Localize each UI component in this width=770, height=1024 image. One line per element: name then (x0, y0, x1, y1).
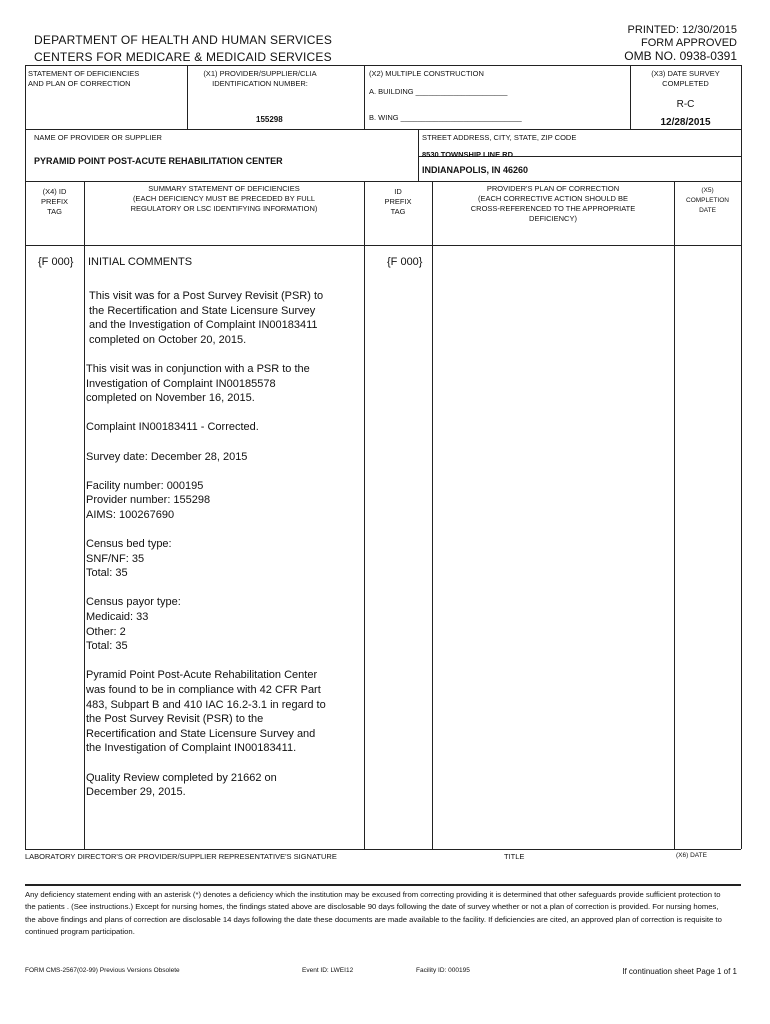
rule (25, 129, 741, 130)
rule (741, 65, 742, 849)
survey-code: R-C (676, 99, 695, 110)
address-city: INDIANAPOLIS, IN 46260 (422, 165, 529, 175)
tag-left: {F 000} (38, 256, 74, 268)
building-label: A. BUILDING ______________________ (369, 87, 508, 96)
address-label: STREET ADDRESS, CITY, STATE, ZIP CODE (422, 133, 577, 142)
x5-header: (X5) COMPLETION DATE (686, 187, 729, 214)
paragraph: Pyramid Point Post-Acute Rehabilitation Center was found to be in compliance with 42 CFR Part 483, Subpart B and 410 IAC 16.2-3.1 in regard to the Post Survey Revisit (PSR) to the Recertification and State Licensure Survey and the Investigation of Complaint IN00183411. (86, 669, 326, 755)
rule (25, 65, 741, 66)
provider-name: PYRAMID POINT POST-ACUTE REHABILITATION CENTER (34, 156, 283, 166)
paragraph: Census bed type: SNF/NF: 35 Total: 35 (86, 538, 172, 580)
paragraph: Quality Review completed by 21662 on December 29, 2015. (86, 771, 277, 799)
tag-right: {F 000} (387, 256, 423, 268)
omb-number: OMB NO. 0938-0391 (624, 49, 737, 63)
paragraph: Survey date: December 28, 2015 (86, 450, 248, 463)
paragraph: Complaint IN00183411 - Corrected. (86, 421, 259, 434)
rule (364, 181, 365, 849)
rule (418, 129, 419, 181)
paragraph: This visit was in conjunction with a PSR to the Investigation of Complaint IN00185578 completed on November 16, 2015. (86, 362, 310, 405)
rule (25, 849, 741, 850)
rule (432, 181, 433, 849)
x3-label: (X3) DATE SURVEY COMPLETED (651, 69, 720, 88)
paragraph: This visit was for a Post Survey Revisit (PSR) to the Recertification and State Licensure Survey and the Investigation of Complaint IN00183411 completed on October 20, 2015. (89, 290, 324, 346)
event-id: Event ID: LWEI12 (302, 967, 354, 974)
paragraph: Facility number: 000195 Provider number: 155298 AIMS: 100267690 (86, 479, 211, 521)
entry-title: INITIAL COMMENTS (88, 256, 193, 268)
statement-label: STATEMENT OF DEFICIENCIES AND PLAN OF CORRECTION (28, 69, 140, 88)
plan-header: PROVIDER'S PLAN OF CORRECTION (EACH CORRECTIVE ACTION SHOULD BE CROSS-REFERENCED TO THE APPROPRIATE DEFICIENCY) (470, 184, 636, 223)
survey-date: 12/28/2015 (660, 117, 711, 128)
page-indicator: If continuation sheet Page 1 of 1 (622, 967, 737, 976)
rule (674, 181, 675, 849)
rule (25, 884, 741, 886)
rule (187, 65, 188, 129)
agency-title: CENTERS FOR MEDICARE & MEDICAID SERVICES (34, 50, 332, 64)
address-street: 8530 TOWNSHIP LINE RD (422, 150, 513, 159)
x4-id-header: (X4) ID PREFIX TAG (40, 187, 69, 216)
entry-body (86, 289, 361, 814)
form-number: FORM CMS-2567(02-99) Previous Versions Obsolete (25, 967, 180, 974)
provider-name-label: NAME OF PROVIDER OR SUPPLIER (34, 133, 162, 142)
printed-date: PRINTED: 12/30/2015 (627, 24, 737, 36)
form-approved: FORM APPROVED (641, 37, 737, 49)
x2-label: (X2) MULTIPLE CONSTRUCTION (369, 69, 484, 78)
department-title: DEPARTMENT OF HEALTH AND HUMAN SERVICES (34, 33, 333, 47)
disclaimer-text: Any deficiency statement ending with an asterisk (*) denotes a deficiency which the institution may be excused from correcting providing it is determined that other safeguards provide sufficient protection to the patients . (See instructions.) Except for nursing homes, the findings stated above are disclosable 90 days following the date of survey whether or not a plan of correction is provided. For nursing homes, the above findings and plans of correction are disclosable 14 days following the date these documents are made available to the facility. If deficiencies are cited, an approved plan of correction is requisite to continued program participation. (25, 890, 722, 936)
x1-label: (X1) PROVIDER/SUPPLIER/CLIA IDENTIFICATION NUMBER: (203, 69, 317, 88)
director-signature-label: LABORATORY DIRECTOR'S OR PROVIDER/SUPPLIER REPRESENTATIVE'S SIGNATURE (25, 852, 337, 861)
rule (25, 245, 741, 246)
provider-id-value: 155298 (256, 115, 283, 124)
wing-label: B. WING _____________________________ (369, 113, 522, 122)
paragraph: Census payor type: Medicaid: 33 Other: 2 Total: 35 (86, 596, 181, 653)
rule (364, 65, 365, 129)
summary-header: SUMMARY STATEMENT OF DEFICIENCIES (EACH DEFICIENCY MUST BE PRECEDED BY FULL REGULATORY OR LSC IDENTIFYING INFORMATION) (130, 184, 318, 213)
id-prefix-header: ID PREFIX TAG (384, 187, 412, 216)
title-label: TITLE (504, 852, 525, 861)
rule (25, 181, 741, 182)
x6-date-label: (X6) DATE (676, 852, 707, 859)
facility-id: Facility ID: 000195 (416, 967, 470, 974)
rule (25, 65, 26, 849)
rule (84, 181, 85, 849)
